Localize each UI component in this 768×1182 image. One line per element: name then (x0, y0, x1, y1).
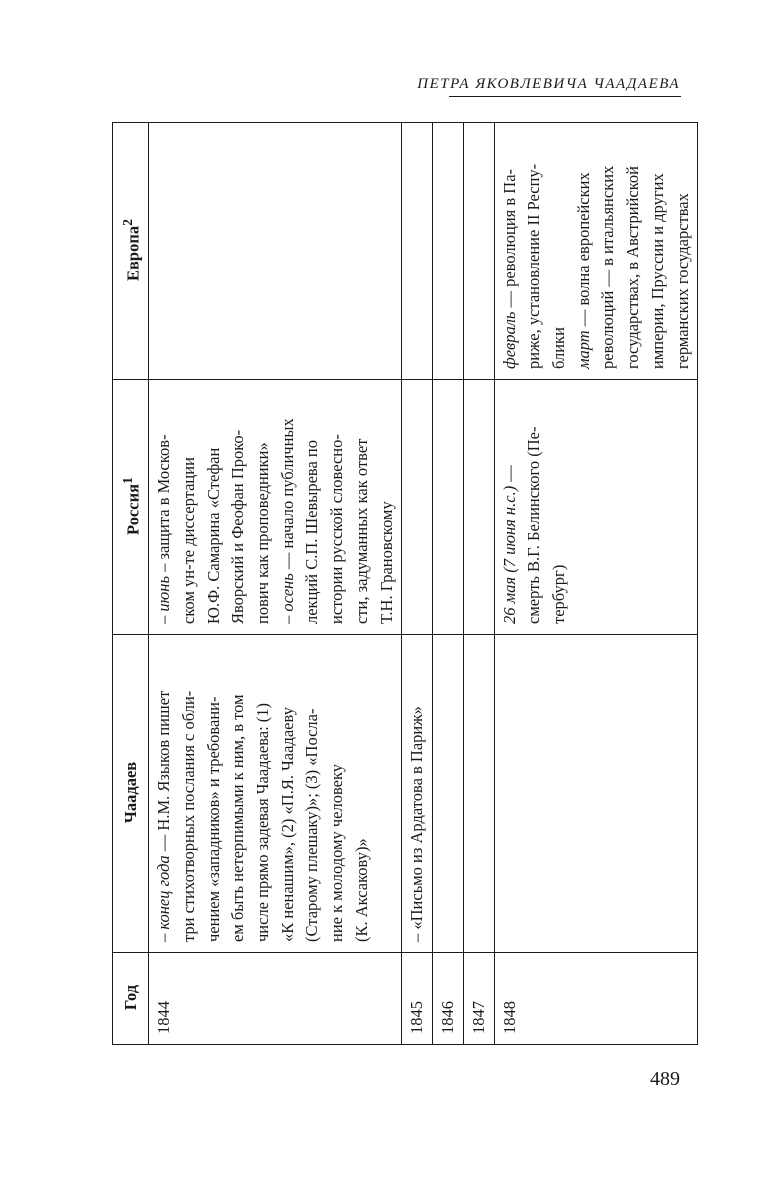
italic-date: 26 мая (7 июня н.с.) (499, 485, 519, 624)
year-cell: 1848 (494, 953, 698, 1045)
text-run: революций — в итальянских (598, 165, 618, 369)
text-run: числе прямо задевая Чаадаева: (1) (253, 702, 273, 942)
text-line (547, 131, 572, 369)
russia-cell (463, 380, 494, 635)
italic-date: июнь (154, 576, 174, 612)
text-line (572, 131, 597, 369)
table-row (433, 123, 464, 1045)
russia-cell (433, 380, 464, 635)
header-europe (113, 123, 149, 380)
text-run: государствах, в Австрийской (623, 166, 643, 369)
text-run: Яворский и Феофан Проко- (228, 429, 248, 624)
text-line (522, 388, 547, 624)
italic-date: конец года (154, 855, 174, 930)
text-run: ском ун-те диссертации (178, 457, 198, 624)
text-line (350, 388, 375, 624)
year-cell: 1847 (463, 953, 494, 1045)
header-rule (449, 96, 681, 97)
text-run: (К. Аксакову)» (351, 838, 371, 942)
year-cell: 1845 (402, 953, 433, 1045)
text-line (522, 131, 547, 369)
text-line (498, 388, 523, 624)
text-line (325, 643, 350, 942)
header-europe-footnote: 2 (120, 219, 135, 226)
text-run: Ю.Ф. Самарина «Стефан (203, 447, 223, 624)
text-run: чением «западников» и требовани- (203, 696, 223, 942)
text-run: пович как проповедники» (253, 442, 273, 624)
text-line (547, 388, 572, 624)
europe-cell (494, 123, 698, 380)
text-run: ние к молодому человеку (327, 763, 347, 942)
text-line (671, 131, 696, 369)
table-header-row (113, 123, 149, 1045)
text-line (226, 388, 251, 624)
text-line (177, 388, 202, 624)
text-line (405, 643, 430, 942)
text-run: – (154, 611, 174, 624)
text-run: блики (549, 327, 569, 369)
text-line (202, 643, 227, 942)
table-row (402, 123, 433, 1045)
text-run: — волна европейских (573, 172, 593, 331)
italic-date: февраль (499, 311, 519, 369)
text-line (276, 643, 301, 942)
russia-cell (494, 380, 698, 635)
text-run: – (154, 929, 174, 942)
chaadaev-cell (433, 635, 464, 953)
text-run: три стихотворных послания с обли- (178, 690, 198, 942)
text-run: ем быть нетерпимыми к ним, в том (228, 694, 248, 942)
chronology-table-rotated (112, 123, 692, 1045)
text-run: — (499, 465, 519, 486)
table-row (494, 123, 698, 1045)
text-line (621, 131, 646, 369)
italic-date: осень (277, 573, 297, 612)
header-chaadaev: Чаадаев (113, 635, 149, 953)
text-run: Т.Н. Грановскому (376, 501, 396, 624)
year-cell: 1844 (149, 953, 402, 1045)
europe-cell (402, 123, 433, 380)
text-line (251, 643, 276, 942)
text-run: – (277, 611, 297, 624)
text-run: — начало публичных (277, 418, 297, 574)
table-row (149, 123, 402, 1045)
text-line (152, 388, 177, 624)
header-europe-label: Европа (123, 225, 143, 281)
text-line (202, 388, 227, 624)
chaadaev-cell (463, 635, 494, 953)
text-run: – защита в Москов- (154, 434, 174, 577)
table-row (463, 123, 494, 1045)
text-run: – «Письмо из Ардатова в Париж» (407, 706, 427, 942)
text-line (596, 131, 621, 369)
header-russia-label: Россия (123, 483, 143, 535)
chaadaev-cell (402, 635, 433, 953)
header-russia (113, 380, 149, 635)
page-number: 489 (650, 1068, 680, 1090)
text-line (325, 388, 350, 624)
text-line (251, 388, 276, 624)
year-cell: 1846 (433, 953, 464, 1045)
europe-cell (149, 123, 402, 380)
chaadaev-cell (149, 635, 402, 953)
russia-cell (402, 380, 433, 635)
text-run: тербург) (549, 564, 569, 624)
text-run: германских государствах (672, 193, 692, 369)
text-line (646, 131, 671, 369)
text-line (152, 643, 177, 942)
running-head: ПЕТРА ЯКОВЛЕВИЧА ЧААДАЕВА (417, 76, 680, 92)
russia-cell (149, 380, 402, 635)
chaadaev-cell (494, 635, 698, 953)
header-russia-footnote: 1 (120, 477, 135, 484)
text-line (375, 388, 400, 624)
italic-date: март (573, 330, 593, 369)
text-run: смерть В.Г. Белинского (Пе- (524, 426, 544, 624)
text-line (276, 388, 301, 624)
text-line (498, 131, 523, 369)
europe-cell (463, 123, 494, 380)
text-line (226, 643, 251, 942)
text-run: — революция в Па- (499, 168, 519, 312)
text-run: истории русской словесно- (327, 434, 347, 624)
header-year: Год (113, 953, 149, 1045)
text-run: (Старому плешаку)»; (3) «Посла- (302, 708, 322, 942)
text-run: — Н.М. Языков пишет (154, 690, 174, 856)
text-line (300, 643, 325, 942)
chronology-table (112, 122, 698, 1045)
text-line (350, 643, 375, 942)
text-run: империи, Пруссии и других (647, 173, 667, 369)
text-run: лекций С.П. Шевырева по (302, 439, 322, 624)
text-run: риже, установление II Респу- (524, 163, 544, 369)
text-line (177, 643, 202, 942)
europe-cell (433, 123, 464, 380)
text-run: «К ненашим», (2) «П.Я. Чаадаеву (277, 707, 297, 942)
text-run: сти, задуманных как ответ (351, 438, 371, 624)
text-line (300, 388, 325, 624)
